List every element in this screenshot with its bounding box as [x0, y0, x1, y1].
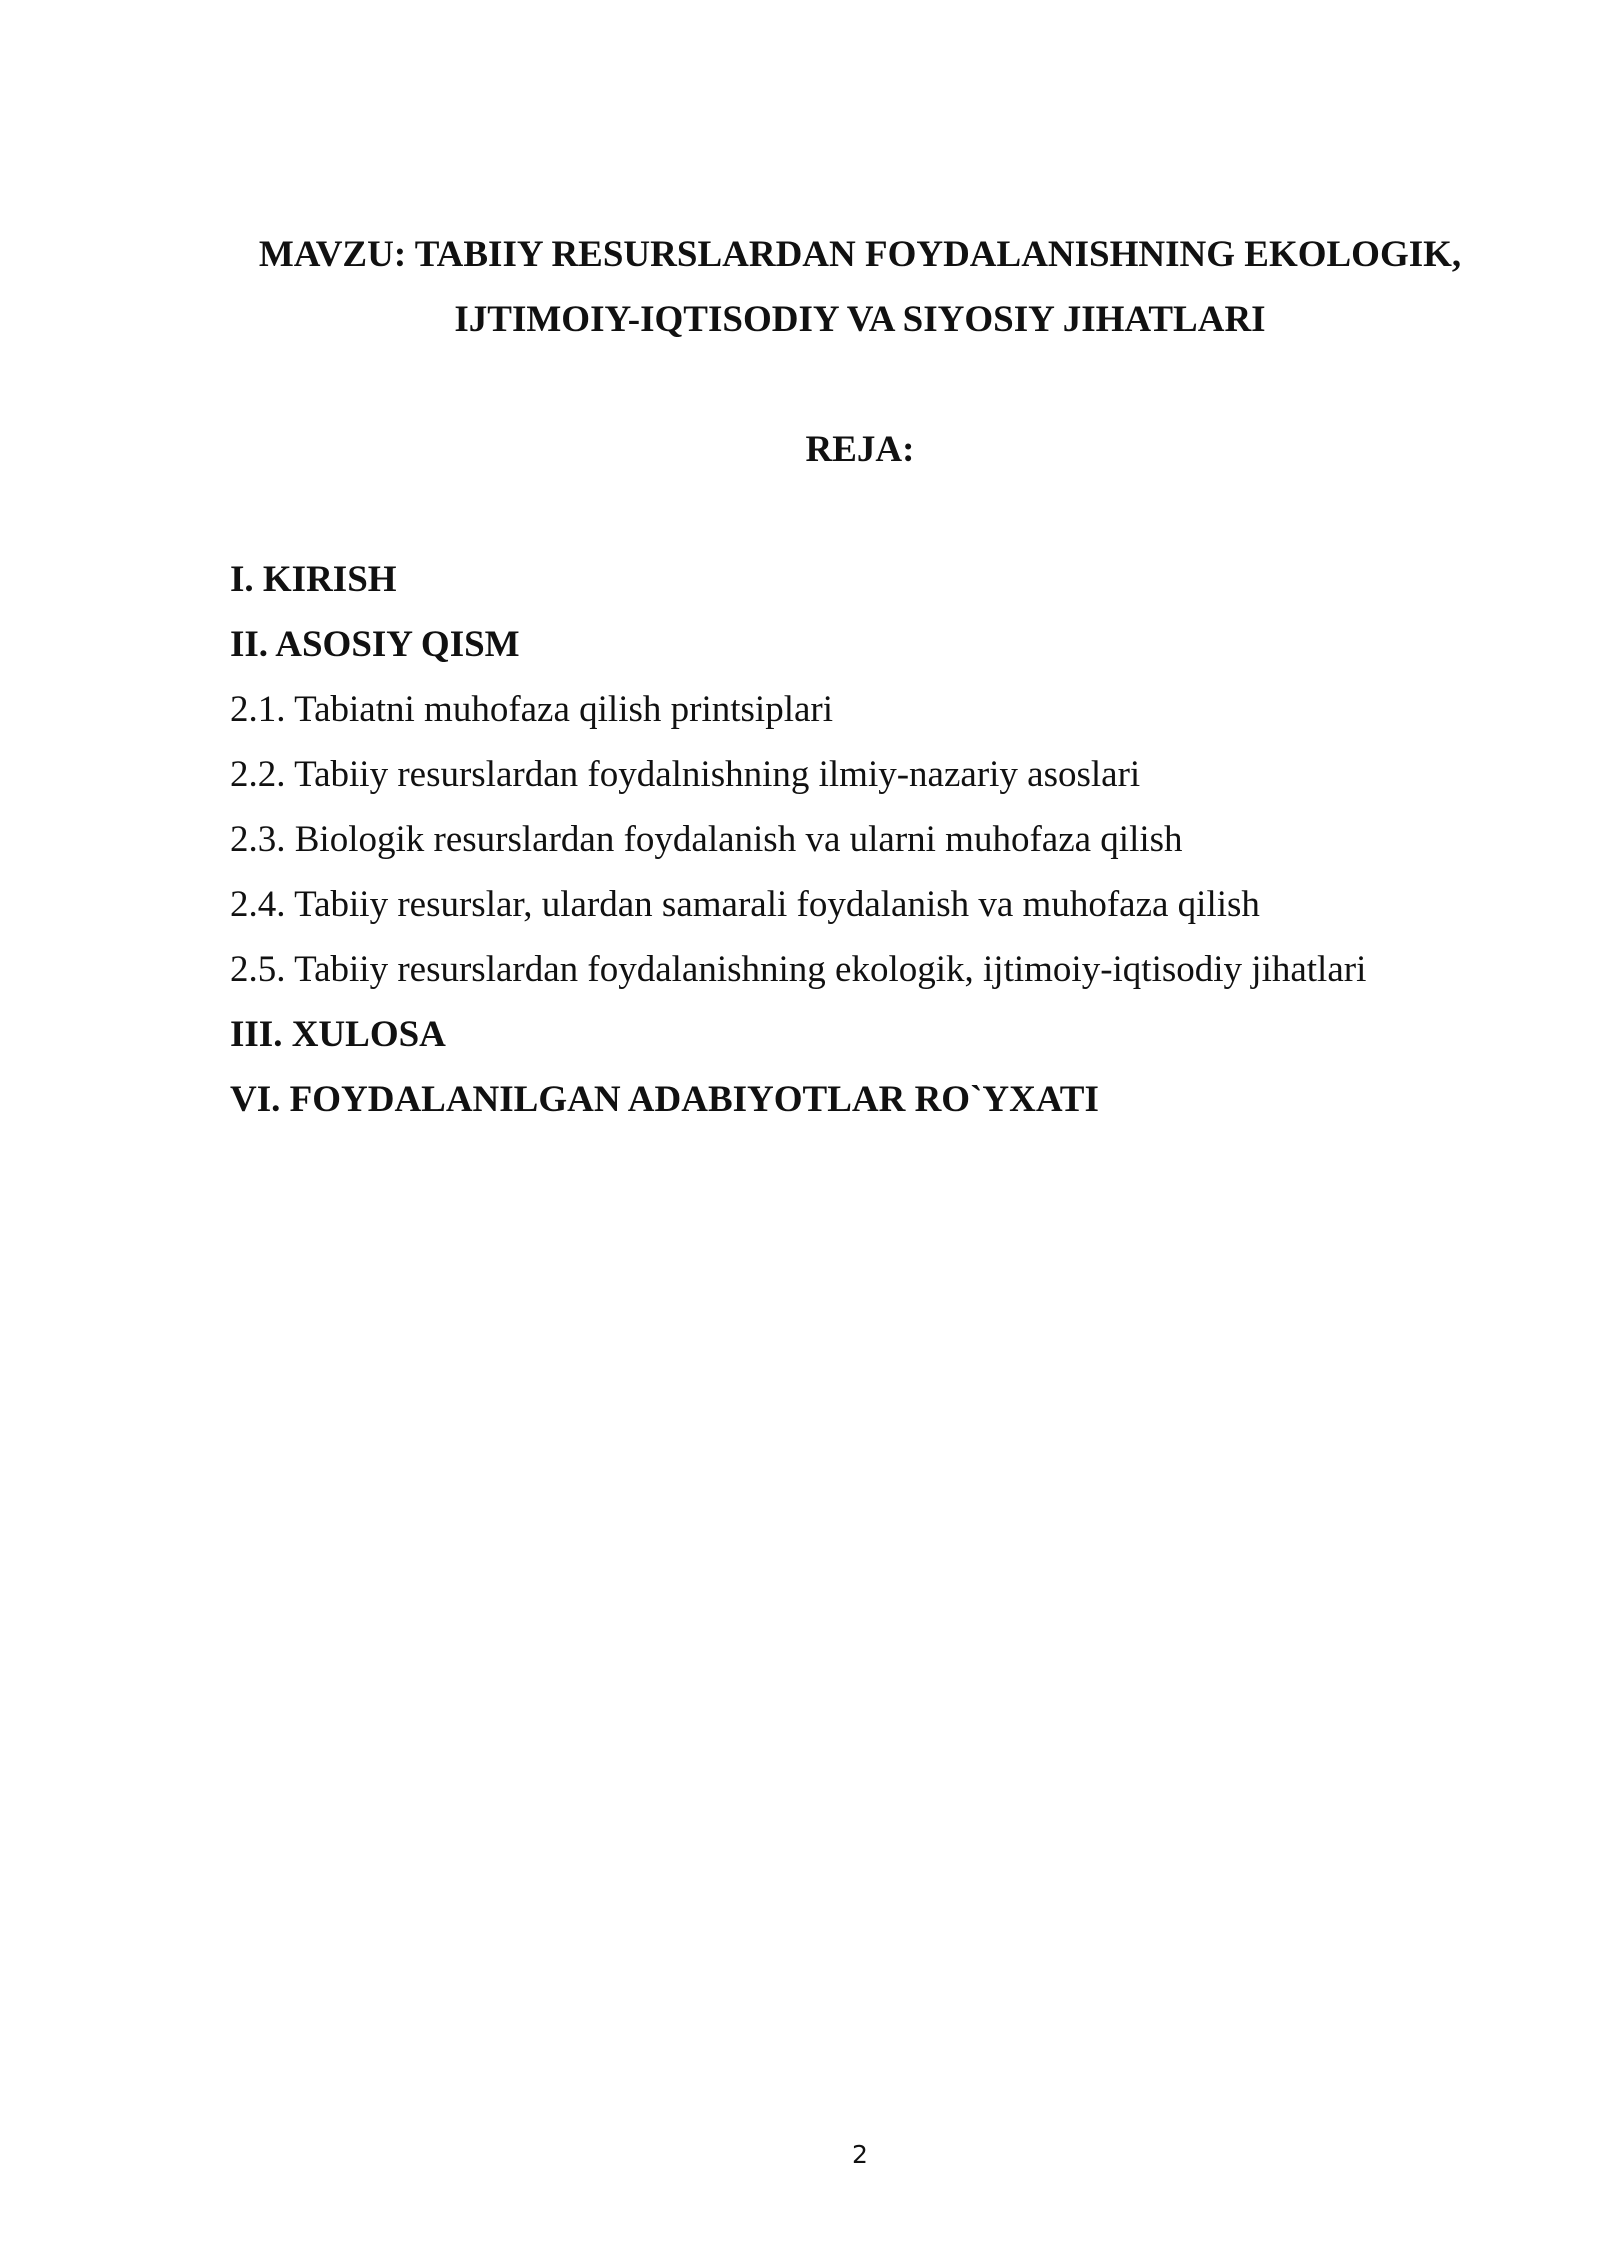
toc-item-2-4: 2.4. Tabiiy resurslar, ulardan samarali foydalanish va muhofaza qilish	[230, 884, 1260, 925]
toc-item-2-5: 2.5. Tabiiy resurslardan foydalanishning ekologik, ijtimoiy-iqtisodiy jihatlari	[230, 949, 1367, 990]
toc-item-adabiyotlar: VI. FOYDALANILGAN ADABIYOTLAR RO`YXATI	[230, 1079, 1099, 1120]
page-number: 2	[852, 2140, 868, 2169]
table-of-contents	[230, 555, 1366, 1140]
toc-item-2-1: 2.1. Tabiatni muhofaza qilish printsiplari	[230, 689, 834, 730]
toc-item-2-2: 2.2. Tabiiy resurslardan foydalnishning ilmiy-nazariy asoslari	[230, 754, 1141, 795]
plan-heading: REJA:	[805, 429, 915, 470]
toc-item-xulosa: III. XULOSA	[230, 1014, 446, 1055]
document-title-line-2: IJTIMOIY-IQTISODIY VA SIYOSIY JIHATLARI	[454, 299, 1266, 340]
document-title-line-1: MAVZU: TABIIY RESURSLARDAN FOYDALANISHNING EKOLOGIK,	[258, 234, 1462, 275]
toc-item-kirish: I. KIRISH	[230, 559, 397, 600]
toc-item-asosiy-qism: II. ASOSIY QISM	[230, 624, 520, 665]
toc-item-2-3: 2.3. Biologik resurslardan foydalanish va ularni muhofaza qilish	[230, 819, 1183, 860]
